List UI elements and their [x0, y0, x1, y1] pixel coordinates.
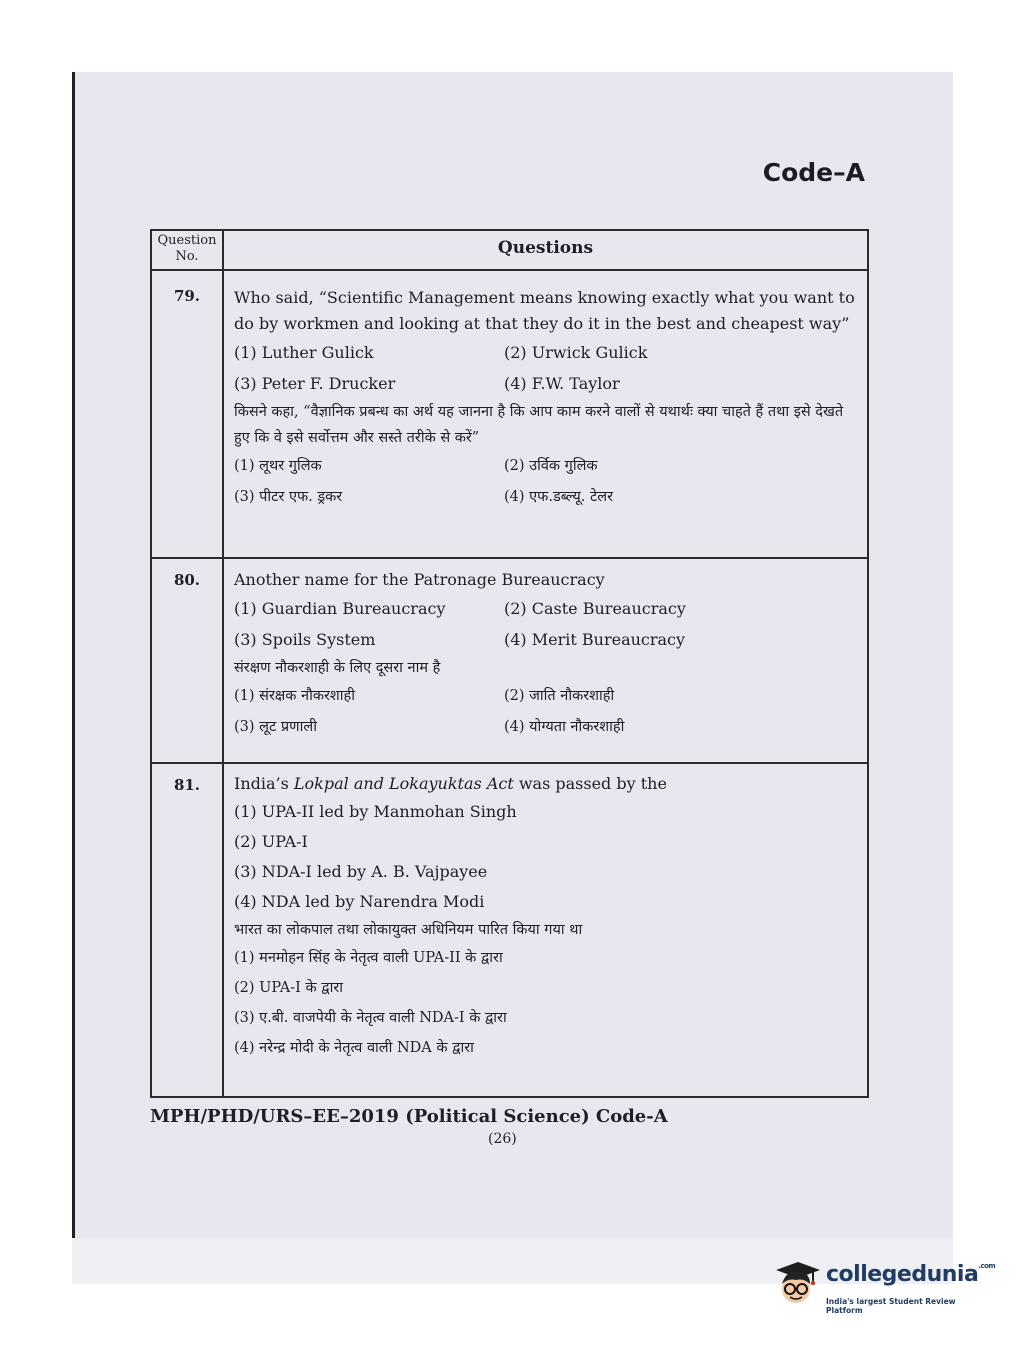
- question-80-options-en-row2: [234, 624, 861, 655]
- option: (4) F.W. Taylor: [504, 374, 620, 393]
- question-81-text-en: [234, 771, 861, 797]
- option: (1) लूथर गुलिक: [234, 458, 322, 474]
- column-header-question-no: Question No.: [157, 233, 217, 264]
- header-divider: [152, 269, 867, 271]
- logo-tagline: India's largest Student Review Platform: [826, 1297, 956, 1315]
- student-mascot-icon: [768, 1256, 824, 1312]
- question-number-79: 79.: [173, 287, 201, 305]
- question-table: [150, 229, 869, 1098]
- question-80-options-hi-row2: [234, 712, 861, 743]
- option: (4) NDA led by Narendra Modi: [234, 892, 485, 911]
- option: (1) Guardian Bureaucracy: [234, 599, 446, 618]
- question-79-text-en: Who said, “Scientific Management means knowing exactly what you want to do by workmen and looking at that they do it in the best and cheapest way”: [234, 288, 855, 333]
- option: (2) जाति नौकरशाही: [504, 688, 615, 704]
- option: (4) एफ.डब्ल्यू. टेलर: [504, 489, 614, 505]
- question-80-text-hi: संरक्षण नौकरशाही के लिए दूसरा नाम है: [234, 660, 441, 676]
- question-80: [234, 567, 861, 743]
- row-divider: [152, 557, 867, 559]
- option: (1) संरक्षक नौकरशाही: [234, 688, 355, 704]
- option: (1) मनमोहन सिंह के नेतृत्व वाली UPA-II के द्वारा: [234, 950, 503, 966]
- question-79-options-hi-row1: [234, 451, 861, 482]
- question-80-options-en-row1: [234, 593, 861, 624]
- option: (2) Caste Bureaucracy: [504, 599, 686, 618]
- option: (2) उर्विक गुलिक: [504, 458, 598, 474]
- question-79-text-hi: किसने कहा, “वैज्ञानिक प्रबन्ध का अर्थ यह जानना है कि आप काम करने वालों से यथार्थः क्या चाहते हैं तथा इसे देखते हुए कि वे इसे सर्वोत्तम और सस्ते तरीके से करें”: [234, 404, 844, 446]
- text: was passed by the: [513, 774, 667, 793]
- option: (3) लूट प्रणाली: [234, 719, 317, 735]
- exam-footer: MPH/PHD/URS–EE–2019 (Political Science) Code-A: [150, 1106, 668, 1127]
- option: (4) नरेन्द्र मोदी के नेतृत्व वाली NDA के द्वारा: [234, 1040, 474, 1056]
- column-header-questions: Questions: [497, 238, 594, 258]
- logo-wordmark: [826, 1262, 995, 1287]
- option: (3) NDA-I led by A. B. Vajpayee: [234, 862, 488, 881]
- code-label: Code–A: [762, 158, 865, 187]
- act-name: Lokpal and Lokayuktas Act: [293, 774, 514, 793]
- option: (4) Merit Bureaucracy: [504, 630, 686, 649]
- logo-suffix: .com: [978, 1262, 996, 1270]
- page-number: (26): [488, 1131, 517, 1147]
- question-79-options-en-row1: [234, 337, 861, 368]
- option: (3) पीटर एफ. ड्रकर: [234, 489, 343, 505]
- option: (2) Urwick Gulick: [504, 343, 648, 362]
- question-79-options-hi-row2: [234, 482, 861, 513]
- text: India’s: [234, 774, 294, 793]
- row-divider: [152, 762, 867, 764]
- question-80-text-en: Another name for the Patronage Bureaucracy: [234, 570, 605, 589]
- question-81: [234, 771, 861, 1063]
- scan-edge: [72, 72, 75, 1284]
- collegedunia-logo: [768, 1252, 996, 1322]
- option: (2) UPA-I: [234, 832, 308, 851]
- option: (1) Luther Gulick: [234, 343, 374, 362]
- option: (3) Peter F. Drucker: [234, 374, 396, 393]
- question-number-80: 80.: [173, 571, 201, 589]
- option: (3) ए.बी. वाजपेयी के नेतृत्व वाली NDA-I के द्वारा: [234, 1010, 507, 1026]
- question-79-options-en-row2: [234, 368, 861, 399]
- option: (3) Spoils System: [234, 630, 376, 649]
- option: (2) UPA-I के द्वारा: [234, 980, 344, 996]
- question-81-text-hi: भारत का लोकपाल तथा लोकायुक्त अधिनियम पारित किया गया था: [234, 922, 583, 938]
- column-divider: [222, 231, 224, 1096]
- question-number-81: 81.: [173, 776, 201, 794]
- question-80-options-hi-row1: [234, 681, 861, 712]
- logo-name: collegedunia: [826, 1262, 979, 1287]
- option: (4) योग्यता नौकरशाही: [504, 719, 625, 735]
- option: (1) UPA-II led by Manmohan Singh: [234, 802, 517, 821]
- question-79: [234, 285, 861, 513]
